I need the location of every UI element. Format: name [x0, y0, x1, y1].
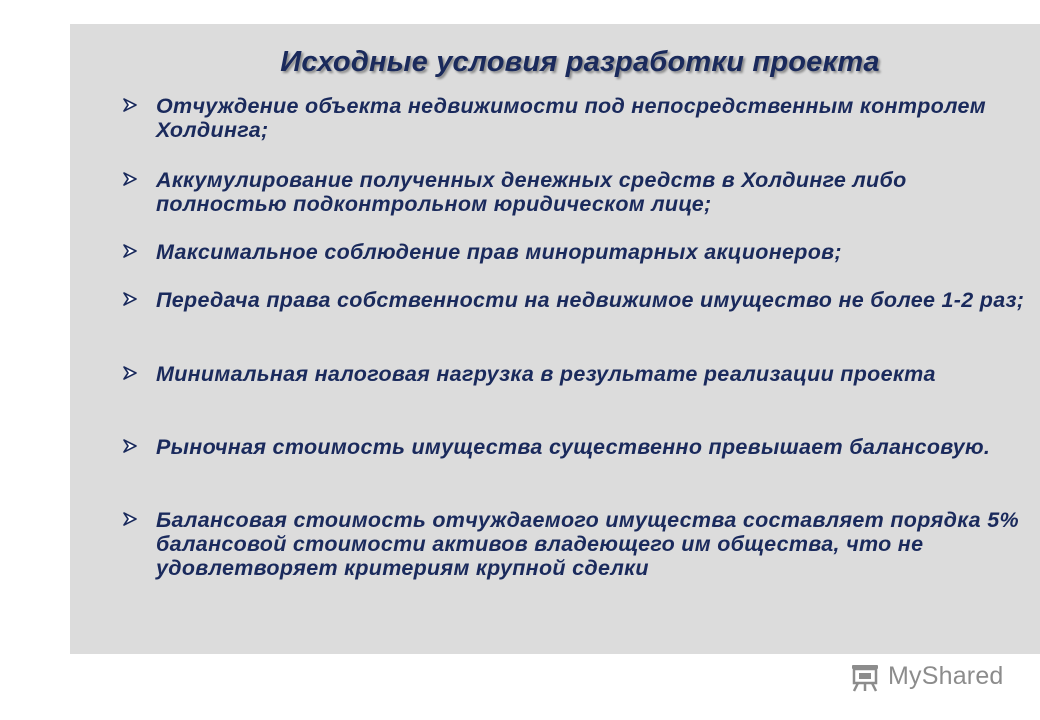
- bullet-item: [122, 362, 936, 386]
- bullet-text: Передача права собственности на недвижимое имущество не более 1-2 раз;: [156, 288, 1025, 312]
- bullet-item: [122, 168, 1032, 216]
- arrowhead-bullet-icon: [122, 438, 138, 454]
- bullet-text: Минимальная налоговая нагрузка в результате реализации проекта: [156, 362, 936, 386]
- bullet-text: Отчуждение объекта недвижимости под непосредственным контролем Холдинга;: [156, 94, 986, 142]
- myshared-logo-icon: [848, 659, 882, 693]
- bullet-item: [122, 435, 990, 459]
- bullet-item: [122, 94, 1032, 142]
- myshared-watermark: [848, 658, 1004, 694]
- arrowhead-bullet-icon: [122, 365, 138, 381]
- arrowhead-bullet-icon: [122, 291, 138, 307]
- bullet-text: Аккумулирование полученных денежных средств в Холдинге либо полностью подконтрольном юридическом лице;: [156, 168, 907, 216]
- bullet-item: [122, 240, 842, 264]
- bullet-item: [122, 508, 1032, 580]
- slide-title: Исходные условия разработки проекта: [280, 46, 880, 78]
- arrowhead-bullet-icon: [122, 171, 138, 187]
- bullet-text: Рыночная стоимость имущества существенно превышает балансовую.: [156, 435, 991, 459]
- arrowhead-bullet-icon: [122, 243, 138, 259]
- slide: [70, 24, 1040, 654]
- arrowhead-bullet-icon: [122, 511, 138, 527]
- bullet-text: Максимальное соблюдение прав миноритарных акционеров;: [156, 240, 842, 264]
- bullet-text: Балансовая стоимость отчуждаемого имущества составляет порядка 5% балансовой стоимости активов владеющего им общества, что не удовлетворяет критериям крупной сделки: [156, 508, 1019, 580]
- watermark-text: MyShared: [888, 661, 1004, 690]
- arrowhead-bullet-icon: [122, 97, 138, 113]
- bullet-item: [122, 288, 1024, 312]
